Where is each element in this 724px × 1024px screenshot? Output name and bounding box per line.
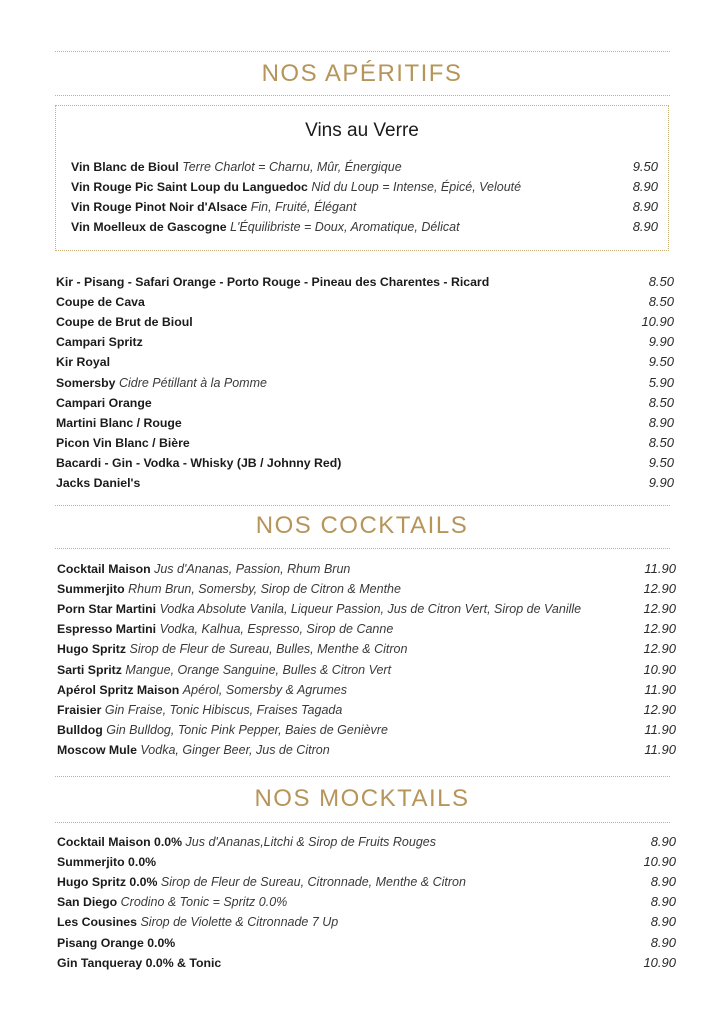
item-name: Espresso Martini: [57, 622, 157, 637]
menu-item: [71, 197, 356, 217]
item-price: 11.90: [644, 561, 676, 576]
item-description: Sirop de Fleur de Sureau, Citronnade, Menthe & Citron: [160, 875, 466, 890]
divider-mocktails-top: [55, 776, 670, 777]
menu-item: [56, 373, 267, 393]
item-description: Terre Charlot = Charnu, Mûr, Énergique: [182, 160, 402, 174]
item-price: 8.90: [650, 834, 676, 849]
item-name: Gin Tanqueray 0.0% & Tonic: [57, 955, 222, 970]
item-name: Sarti Spritz: [57, 662, 122, 677]
menu-item: [71, 157, 402, 177]
menu-item: [56, 433, 190, 453]
divider-cocktails-top: [55, 505, 670, 506]
menu-item: [57, 700, 342, 720]
menu-item: [57, 639, 407, 659]
item-price: 9.90: [648, 475, 674, 490]
menu-item: [71, 177, 521, 197]
divider-top: [55, 51, 670, 52]
item-price: 8.90: [650, 934, 676, 950]
item-price: 8.90: [648, 414, 674, 430]
item-price: 8.90: [650, 874, 676, 890]
menu-item: [56, 473, 140, 493]
menu-item: [56, 393, 152, 413]
item-name: Fraisier: [57, 702, 102, 717]
item-name: Campari Spritz: [56, 335, 143, 350]
item-price: 8.50: [648, 434, 674, 450]
item-price: 10.90: [643, 661, 676, 677]
divider-aperitifs: [55, 95, 670, 96]
item-name: Apérol Spritz Maison: [57, 682, 180, 697]
item-price: 8.50: [648, 274, 674, 289]
item-price: 8.90: [650, 894, 676, 910]
item-price: 8.50: [648, 394, 674, 410]
item-price: 9.90: [648, 334, 674, 350]
item-price: 12.90: [643, 581, 676, 597]
item-description: Vodka, Ginger Beer, Jus de Citron: [140, 742, 330, 757]
item-price: 8.90: [650, 914, 676, 930]
menu-item: [56, 413, 182, 433]
item-name: Picon Vin Blanc / Bière: [56, 435, 190, 450]
item-name: Coupe de Cava: [56, 295, 145, 310]
item-name: Vin Blanc de Bioul: [71, 160, 179, 174]
item-price: 11.90: [644, 741, 676, 757]
menu-item: [56, 292, 145, 312]
item-description: Gin Bulldog, Tonic Pink Pepper, Baies de Genièvre: [106, 722, 388, 737]
item-name: Kir Royal: [56, 355, 110, 370]
item-description: Rhum Brun, Somersby, Sirop de Citron & Menthe: [128, 582, 401, 597]
item-description: L'Équilibriste = Doux, Aromatique, Délicat: [230, 220, 460, 234]
item-name: Vin Rouge Pic Saint Loup du Languedoc: [71, 180, 308, 194]
menu-item: [56, 332, 143, 352]
item-name: Bulldog: [57, 722, 103, 737]
item-name: Vin Moelleux de Gascogne: [71, 220, 227, 234]
section-title-mocktails: NOS MOCKTAILS: [254, 785, 470, 812]
menu-item: [57, 720, 388, 740]
menu-item: [57, 933, 175, 953]
item-name: Campari Orange: [56, 395, 152, 410]
item-name: Moscow Mule: [57, 742, 137, 757]
menu-item: [57, 852, 156, 872]
item-description: Fin, Fruité, Élégant: [250, 200, 357, 214]
section-title-cocktails: NOS COCKTAILS: [255, 512, 469, 539]
item-name: Hugo Spritz: [57, 642, 126, 657]
item-price: 5.90: [648, 374, 674, 390]
divider-cocktails-bottom: [55, 548, 670, 549]
item-description: Sirop de Fleur de Sureau, Bulles, Menthe & Citron: [129, 642, 408, 657]
item-description: Sirop de Violette & Citronnade 7 Up: [140, 915, 339, 930]
item-name: Kir - Pisang - Safari Orange - Porto Rouge - Pineau des Charentes - Ricard: [56, 275, 490, 289]
item-price: 12.90: [643, 701, 676, 717]
item-name: Les Cousines: [57, 915, 137, 930]
item-description: Apérol, Somersby & Agrumes: [182, 682, 347, 697]
item-name: San Diego: [57, 895, 118, 910]
item-name: Coupe de Brut de Bioul: [56, 315, 193, 330]
item-name: Bacardi - Gin - Vodka - Whisky (JB / Johnny Red): [56, 455, 342, 470]
item-name: Summerjito 0.0%: [57, 855, 157, 870]
menu-item: [57, 912, 338, 932]
item-description: Nid du Loup = Intense, Épicé, Velouté: [311, 180, 522, 194]
item-price: 11.90: [644, 721, 676, 737]
menu-item: [71, 217, 460, 237]
menu-item: [57, 740, 330, 760]
item-price: 8.90: [632, 199, 658, 214]
item-price: 12.90: [643, 621, 676, 637]
item-price: 12.90: [643, 641, 676, 657]
item-price: 12.90: [643, 601, 676, 617]
menu-item: [56, 352, 110, 372]
item-price: 10.90: [643, 854, 676, 870]
item-name: Vin Rouge Pinot Noir d'Alsace: [71, 200, 248, 214]
item-description: Mangue, Orange Sanguine, Bulles & Citron Vert: [125, 662, 392, 677]
item-price: 10.90: [643, 954, 676, 970]
item-price: 9.50: [648, 454, 674, 470]
wine-section-title: Vins au Verre: [305, 120, 419, 141]
menu-item: [57, 660, 391, 680]
item-description: Crodino & Tonic = Spritz 0.0%: [120, 895, 288, 910]
menu-item: [57, 599, 581, 619]
section-title-aperitifs: NOS APÉRITIFS: [261, 60, 463, 87]
menu-item: [57, 872, 466, 892]
menu-item: [57, 953, 221, 973]
divider-mocktails-bottom: [55, 822, 670, 823]
item-name: Pisang Orange 0.0%: [57, 935, 176, 950]
item-description: Cidre Pétillant à la Pomme: [118, 375, 267, 390]
menu-item: [56, 272, 489, 292]
item-description: Vodka Absolute Vanila, Liqueur Passion, Jus de Citron Vert, Sirop de Vanille: [159, 602, 582, 617]
menu-item: [57, 559, 350, 579]
menu-item: [57, 579, 401, 599]
item-name: Somersby: [56, 375, 116, 390]
menu-item: [57, 892, 287, 912]
item-price: 11.90: [644, 681, 676, 697]
item-description: Gin Fraise, Tonic Hibiscus, Fraises Tagada: [104, 702, 343, 717]
item-price: 8.50: [648, 294, 674, 310]
item-name: Porn Star Martini: [57, 602, 157, 617]
item-price: 8.90: [632, 219, 658, 234]
item-price: 8.90: [632, 179, 658, 194]
item-price: 9.50: [632, 159, 658, 174]
item-name: Summerjito: [57, 582, 125, 597]
menu-item: [56, 453, 341, 473]
item-description: Jus d'Ananas, Passion, Rhum Brun: [154, 562, 351, 576]
item-name: Cocktail Maison 0.0%: [57, 835, 183, 849]
menu-item: [57, 832, 436, 852]
item-price: 9.50: [648, 354, 674, 370]
item-name: Jacks Daniel's: [56, 476, 141, 490]
item-price: 10.90: [641, 314, 674, 330]
menu-item: [57, 680, 347, 700]
item-description: Vodka, Kalhua, Espresso, Sirop de Canne: [159, 622, 394, 637]
menu-item: [57, 619, 393, 639]
item-description: Jus d'Ananas,Litchi & Sirop de Fruits Rouges: [185, 835, 436, 849]
item-name: Hugo Spritz 0.0%: [57, 875, 158, 890]
item-name: Martini Blanc / Rouge: [56, 415, 182, 430]
menu-item: [56, 312, 193, 332]
item-name: Cocktail Maison: [57, 562, 151, 576]
